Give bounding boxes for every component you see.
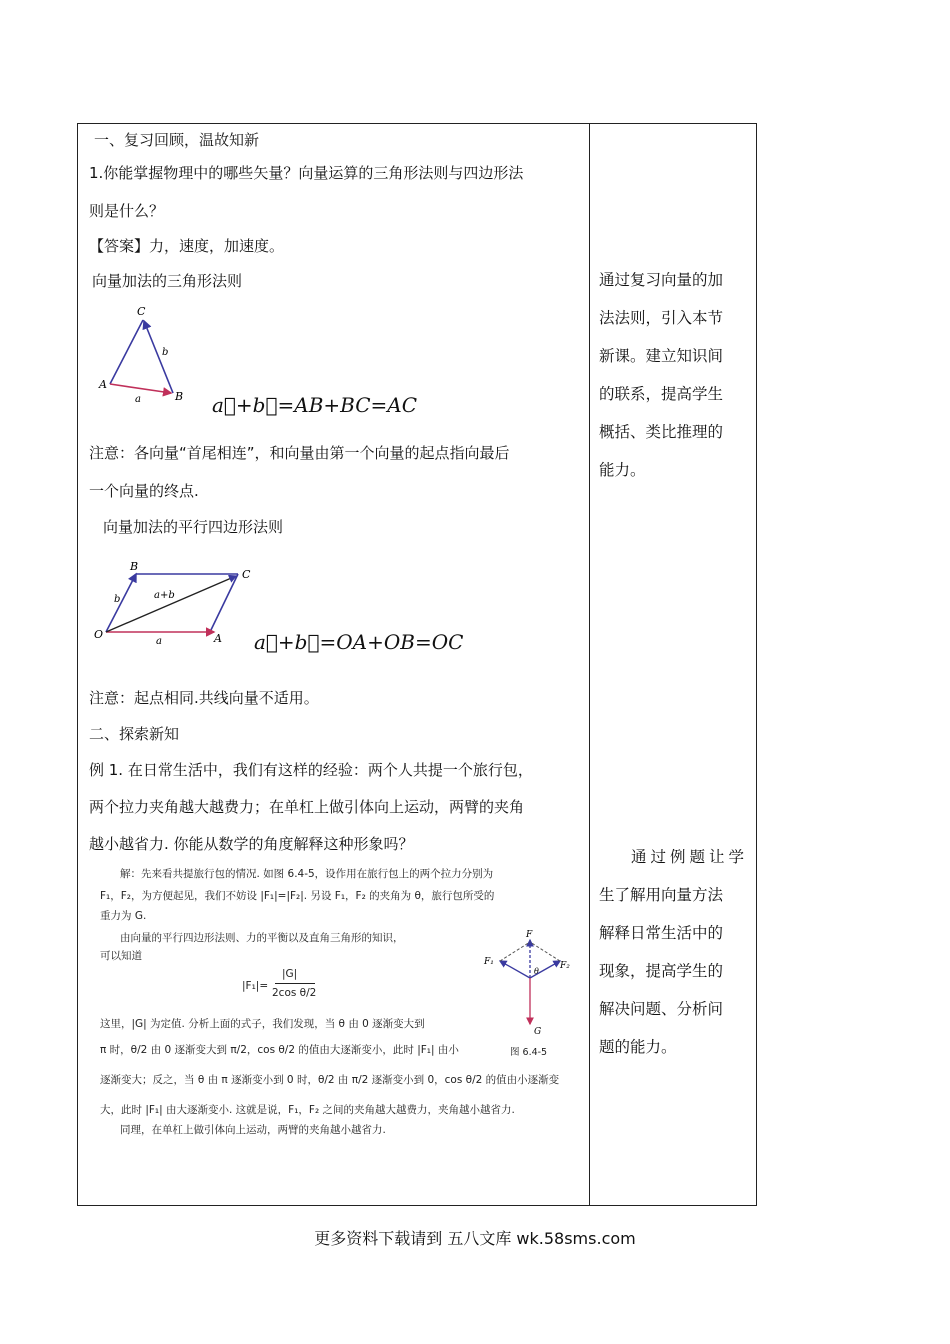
figure-caption: 图 6.4-5 bbox=[510, 1047, 548, 1058]
fig-label-theta: θ bbox=[534, 967, 539, 976]
teaching-note2-line4: 现象，提高学生的 bbox=[599, 962, 724, 980]
parallelogram-formula: a⃗+b⃗=OA+OB=OC bbox=[254, 630, 464, 654]
label-B2: B bbox=[130, 560, 139, 573]
vector-bc bbox=[144, 321, 173, 393]
scan-line-7: π 时，θ/2 由 0 逐渐变大到 π/2，cos θ/2 的值由大逐渐变小，此时 |F₁| 由小 bbox=[100, 1044, 459, 1056]
label-a2: a bbox=[156, 636, 162, 647]
triangle-rule-figure bbox=[95, 300, 195, 408]
label-C: C bbox=[137, 305, 146, 318]
scan-line-8: 逐渐变大；反之，当 θ 由 π 逐渐变小到 0 时，θ/2 由 π/2 逐渐变小到 0，cos θ/2 的值由小逐渐变 bbox=[100, 1074, 560, 1086]
teaching-note2-line5: 解决问题、分析问 bbox=[599, 1000, 724, 1018]
dash-right bbox=[530, 942, 560, 961]
vector-ab bbox=[110, 384, 171, 393]
solution-scan bbox=[92, 856, 574, 1138]
vector-ob bbox=[106, 574, 136, 632]
scan-fraction-bar bbox=[275, 983, 315, 984]
parallelogram-rule-title: 向量加法的平行四边形法则 bbox=[103, 518, 284, 536]
footer-link[interactable]: 更多资料下载请到 五八文库 wk.58sms.com bbox=[314, 1229, 636, 1248]
triangle-rule-title: 向量加法的三角形法则 bbox=[92, 272, 243, 290]
teaching-note1-line1: 通过复习向量的加 bbox=[599, 271, 724, 289]
teaching-note1-line3: 新课。建立知识间 bbox=[599, 347, 724, 365]
teaching-note1-line6: 能力。 bbox=[599, 461, 646, 479]
teaching-note2-line2: 生了解用向量方法 bbox=[599, 886, 724, 904]
label-ab: a+b bbox=[154, 590, 175, 601]
vector-ac bbox=[110, 320, 143, 384]
teaching-note1-line5: 概括、类比推理的 bbox=[599, 423, 724, 441]
question1-line1: 1.你能掌握物理中的哪些矢量？向量运算的三角形法则与四边形法 bbox=[89, 164, 524, 182]
scan-line-2: F₁，F₂，为方便起见，我们不妨设 |F₁|=|F₂|. 另设 F₁，F₂ 的夹角为 θ，旅行包所受的 bbox=[100, 890, 495, 902]
section1-title: 一、复习回顾，温故知新 bbox=[94, 131, 260, 149]
scan-formula-denominator: 2cos θ/2 bbox=[272, 987, 317, 999]
teaching-note1-line4: 的联系，提高学生 bbox=[599, 385, 724, 403]
segment-ca bbox=[210, 574, 238, 632]
fig-label-F1: F₁ bbox=[484, 957, 494, 967]
force-diagram bbox=[480, 928, 572, 1048]
fig-label-G: G bbox=[534, 1027, 542, 1037]
scan-line-10: 同理，在单杠上做引体向上运动，两臂的夹角越小越省力. bbox=[120, 1124, 386, 1136]
teaching-note2-line1: 通过例题让学 bbox=[631, 848, 749, 866]
question1-line2: 则是什么？ bbox=[89, 202, 165, 220]
label-b2: b bbox=[114, 594, 121, 605]
column-divider bbox=[589, 124, 590, 1205]
teaching-note2-line6: 题的能力。 bbox=[599, 1038, 677, 1056]
vector-oc bbox=[106, 576, 236, 632]
label-O: O bbox=[94, 628, 104, 641]
fig-label-F2: F₂ bbox=[560, 961, 570, 971]
label-A2: A bbox=[214, 632, 222, 645]
scan-formula-left: |F₁|= bbox=[242, 980, 269, 992]
label-C2: C bbox=[242, 568, 251, 581]
label-a: a bbox=[135, 394, 141, 405]
parallelogram-rule-figure bbox=[92, 558, 262, 648]
example1-line3: 越小越省力. 你能从数学的角度解释这种形象吗？ bbox=[89, 835, 414, 853]
scan-line-6: 这里，|G| 为定值. 分析上面的式子，我们发现，当 θ 由 0 逐渐变大到 bbox=[100, 1018, 425, 1030]
dash-left bbox=[500, 942, 530, 961]
teaching-note1-line2: 法法则，引入本节 bbox=[599, 309, 724, 327]
scan-line-3: 重力为 G. bbox=[100, 910, 147, 922]
scan-line-5: 可以知道 bbox=[100, 950, 142, 962]
scan-line-1: 解：先来看共提旅行包的情况. 如图 6.4-5，设作用在旅行包上的两个拉力分别为 bbox=[120, 868, 494, 880]
teaching-note2-line3: 解释日常生活中的 bbox=[599, 924, 724, 942]
note1-line1: 注意：各向量“首尾相连”，和向量由第一个向量的起点指向最后 bbox=[89, 444, 510, 462]
label-b: b bbox=[162, 347, 169, 358]
force-f1 bbox=[500, 961, 530, 978]
section2-title: 二、探索新知 bbox=[89, 725, 180, 743]
fig-label-F: F bbox=[526, 930, 533, 940]
note1-line2: 一个向量的终点. bbox=[89, 482, 199, 500]
scan-formula-numerator: |G| bbox=[282, 968, 298, 980]
triangle-formula: a⃗+b⃗=AB+BC=AC bbox=[212, 393, 418, 417]
answer-text: 【答案】力，速度，加速度。 bbox=[89, 237, 285, 255]
example1-line2: 两个拉力夹角越大越费力；在单杠上做引体向上运动，两臂的夹角 bbox=[89, 798, 525, 816]
note2-text: 注意：起点相同.共线向量不适用。 bbox=[89, 689, 319, 707]
label-B: B bbox=[175, 390, 184, 403]
label-A: A bbox=[99, 378, 107, 391]
scan-line-4: 由向量的平行四边形法则、力的平衡以及直角三角形的知识， bbox=[120, 932, 404, 944]
scan-line-9: 大，此时 |F₁| 由大逐渐变小. 这就是说，F₁，F₂ 之间的夹角越大越费力，夹角越小越省力. bbox=[100, 1104, 515, 1116]
example1-line1: 例 1. 在日常生活中，我们有这样的经验：两个人共提一个旅行包， bbox=[89, 761, 533, 779]
